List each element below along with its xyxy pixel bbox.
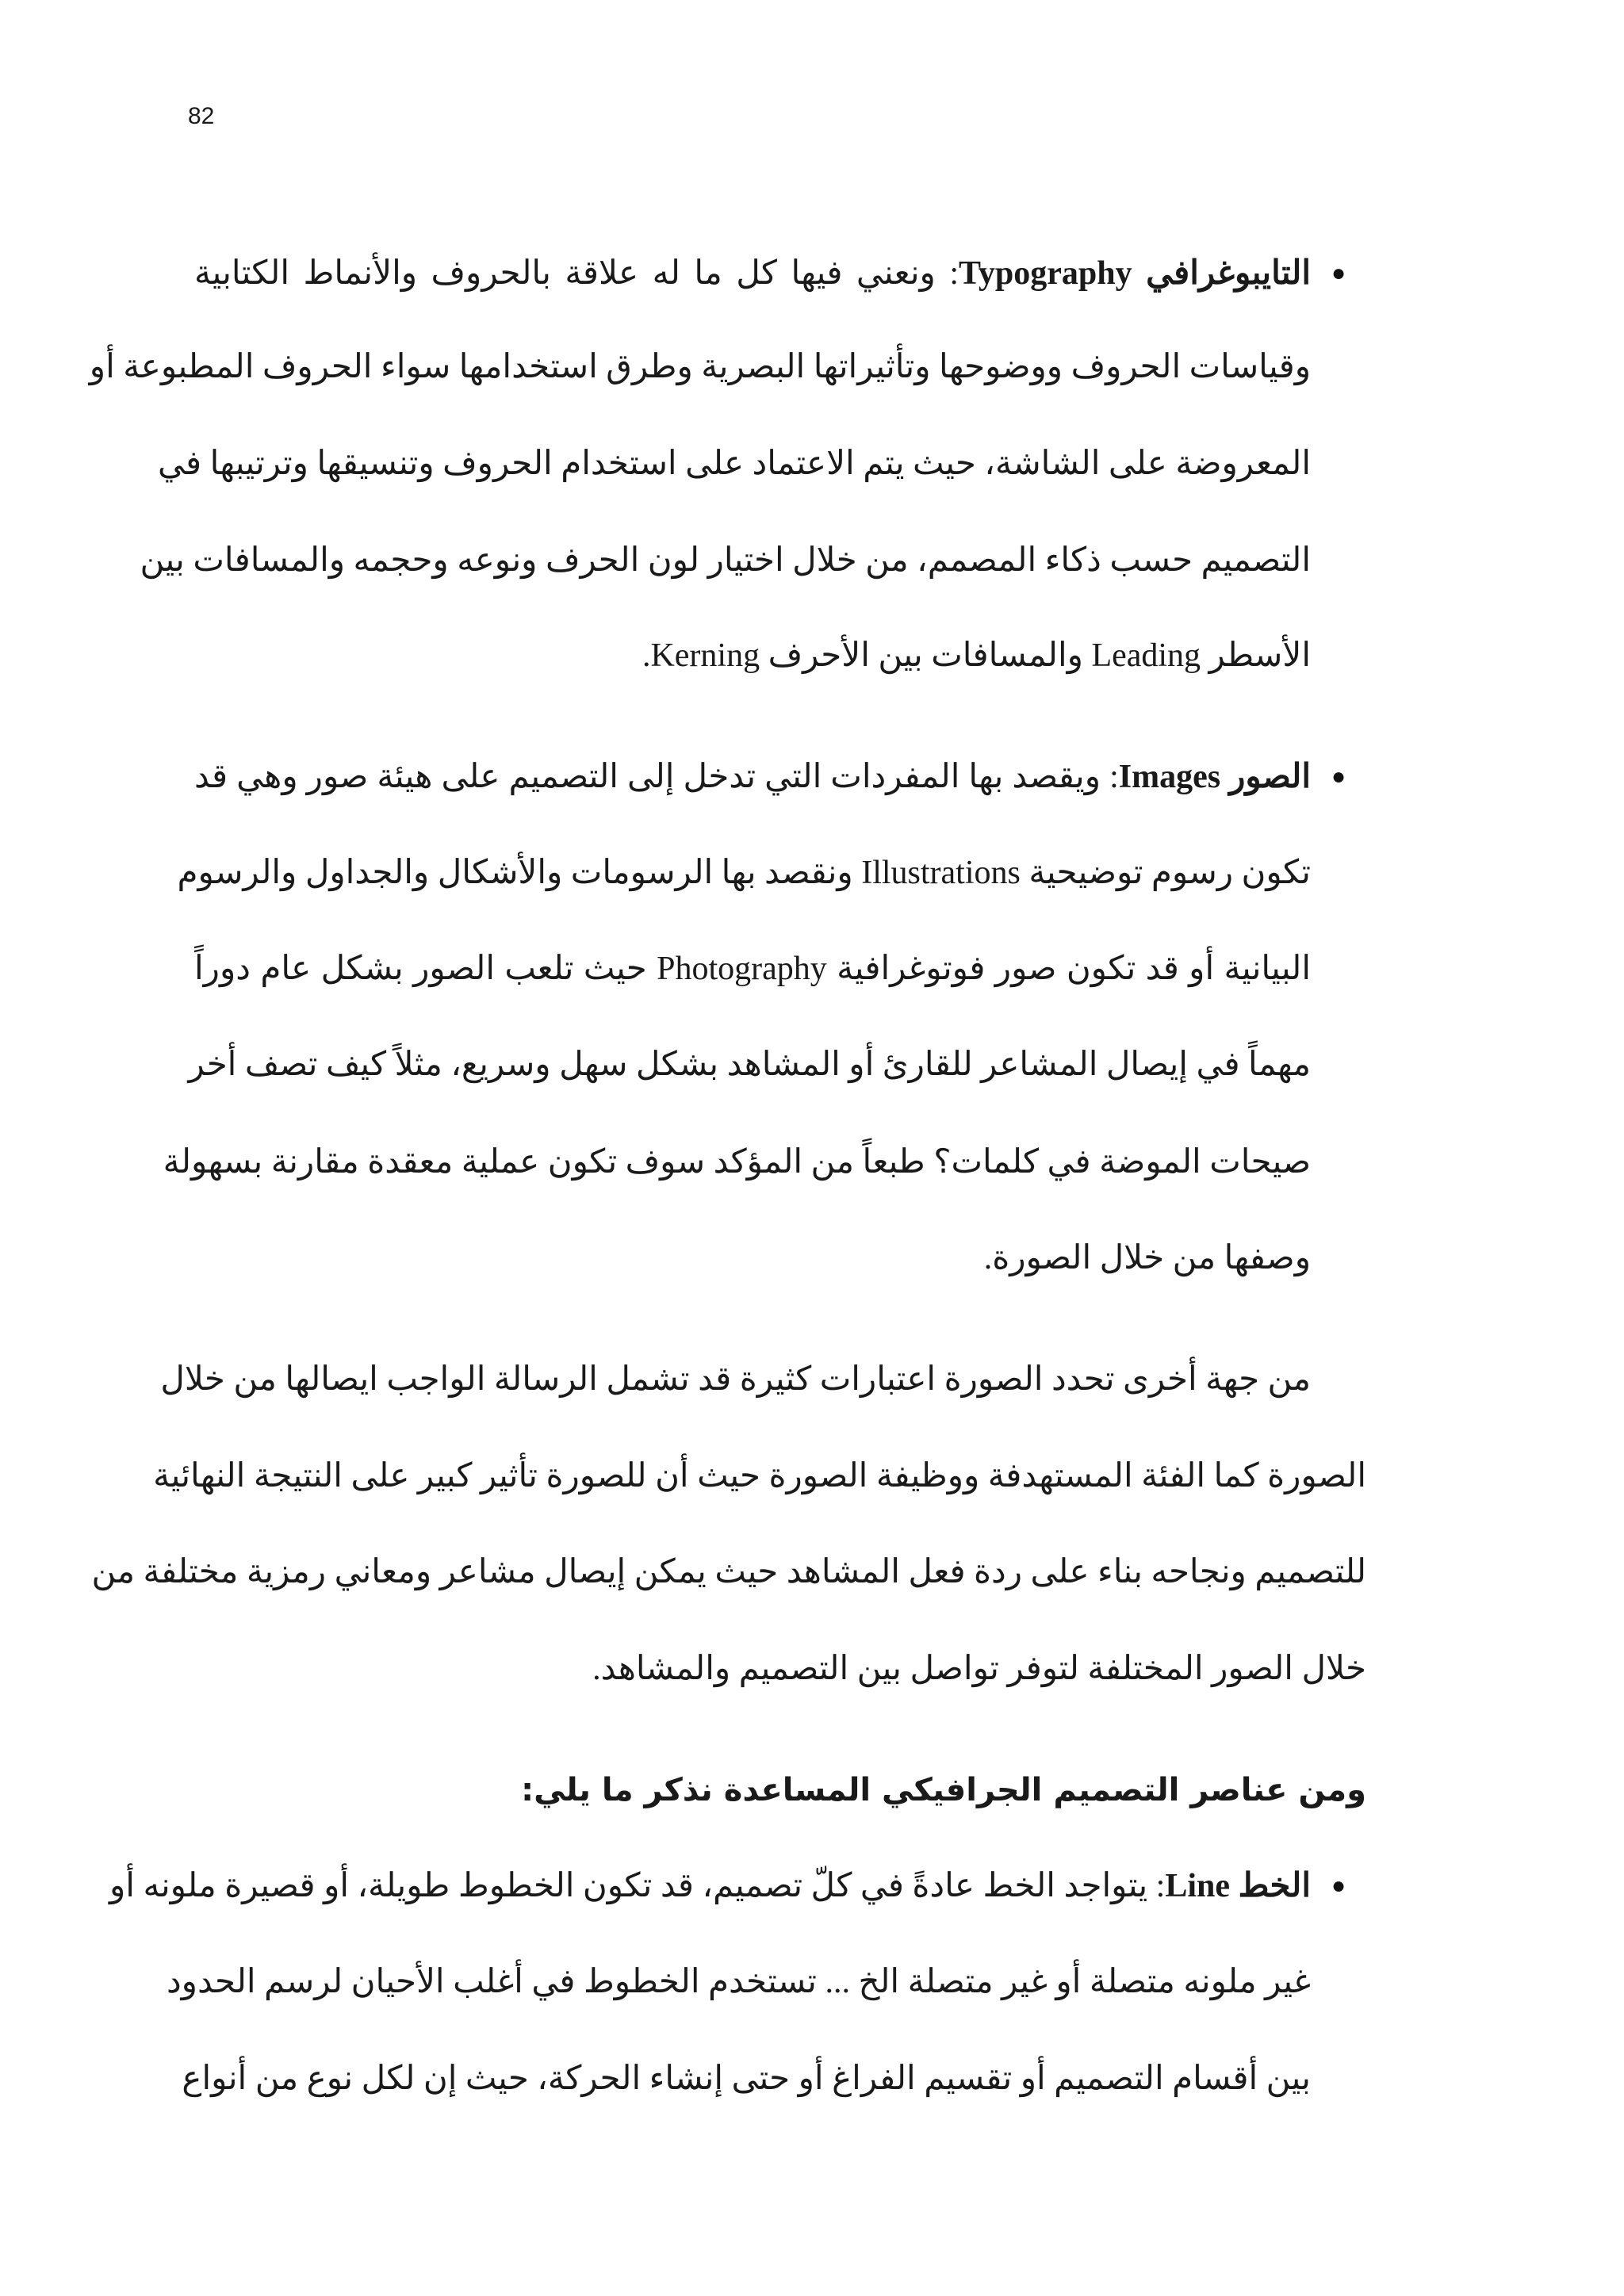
bullet-line [109,1862,1311,1910]
bullet-line: مهماً في إيصال المشاعر للقارئ أو المشاهد بشكل سهل وسريع، مثلاً كيف تصف أخر [188,1047,1311,1083]
bullet-text: : ونعني فيها كل ما له علاقة بالحروف والأنماط الكتابية [194,255,959,292]
bullet-line: المعروضة على الشاشة، حيث يتم الاعتماد على استخدام الحروف وتنسيقها وترتيبها في [158,446,1311,482]
term-english: Images [1118,759,1221,795]
term-arabic: التايبوغرافي [1146,255,1312,292]
paragraph-line: الصورة كما الفئة المستهدفة ووظيفة الصورة حيث أن للصورة تأثير كبير على النتيجة النهائية [153,1458,1366,1494]
bullet-line: وصفها من خلال الصورة. [983,1240,1311,1276]
bullet-marker: ● [1331,1873,1346,1899]
bullet-marker: ● [1331,763,1346,790]
bullet-marker: ● [1331,260,1346,286]
bullet-line: التصميم حسب ذكاء المصمم، من خلال اختيار لون الحرف ونوعه وحجمه والمسافات بين [140,542,1311,579]
term-english: Line [1165,1868,1231,1904]
bullet-line: تكون رسوم توضيحية Illustrations ونقصد بها الرسومات والأشكال والجداول والرسوم [177,855,1311,891]
bullet-line: وقياسات الحروف ووضوحها وتأثيراتها البصرية وطرق استخدامها سواء الحروف المطبوعة أو [89,349,1311,385]
section-heading: ومن عناصر التصميم الجرافيكي المساعدة نذكر ما يلي: [521,1772,1366,1808]
bullet-line: غير ملونه متصلة أو غير متصلة الخ ... تستخدم الخطوط في أغلب الأحيان لرسم الحدود [166,1964,1311,2000]
bullet-text: : ويقصد بها المفردات التي تدخل إلى التصميم على هيئة صور وهي قد [194,759,1119,795]
bullet-line [194,250,1311,297]
paragraph-line: من جهة أخرى تحدد الصورة اعتبارات كثيرة قد تشمل الرسالة الواجب ايصالها من خلال [160,1361,1311,1398]
bullet-line: بين أقسام التصميم أو تقسيم الفراغ أو حتى إنشاء الحركة، حيث إن لكل نوع من أنواع [182,2061,1311,2097]
page-number: 82 [188,103,215,129]
paragraph-line: للتصميم ونجاحه بناء على ردة فعل المشاهد حيث يمكن إيصال مشاعر ومعاني رمزية مختلفة من [91,1554,1366,1590]
term-english: Typography [959,255,1132,292]
term-arabic: الخط [1238,1868,1311,1904]
bullet-line [194,753,1311,801]
bullet-text: : يتواجد الخط عادةً في كلّ تصميم، قد تكون الخطوط طويلة، أو قصيرة ملونه أو [109,1868,1166,1904]
bullet-line: البيانية أو قد تكون صور فوتوغرافية Photography حيث تلعب الصور بشكل عام دوراً [194,951,1311,987]
paragraph-line: خلال الصور المختلفة لتوفر تواصل بين التصميم والمشاهد. [592,1651,1366,1687]
bullet-line: الأسطر Leading والمسافات بين الأحرف Kerning. [642,637,1311,674]
term-arabic: الصور [1229,759,1312,795]
bullet-line: صيحات الموضة في كلمات؟ طبعاً من المؤكد سوف تكون عملية معقدة مقارنة بسهولة [163,1144,1311,1181]
